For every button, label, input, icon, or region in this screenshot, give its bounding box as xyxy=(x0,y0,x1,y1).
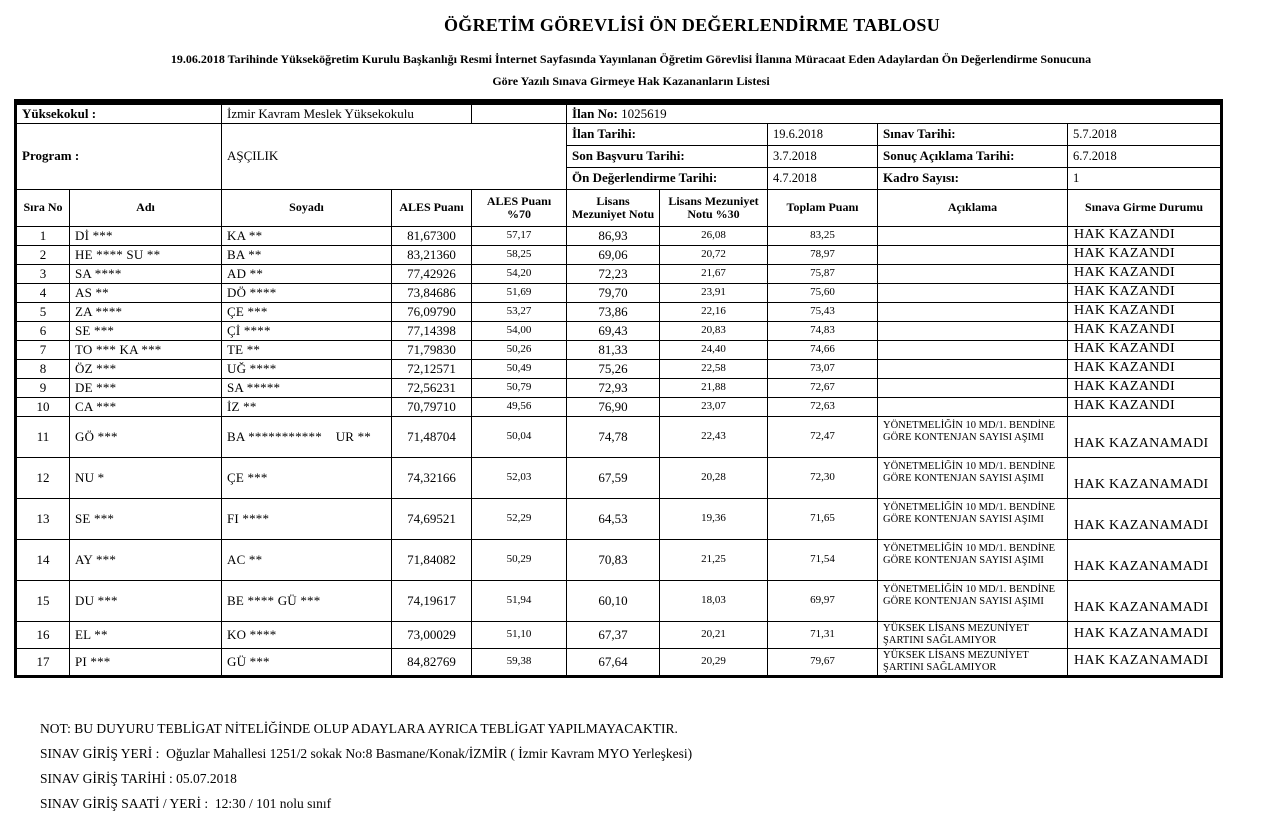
cell-lisans: 64,53 xyxy=(567,498,660,539)
cell-toplam: 78,97 xyxy=(768,245,878,264)
cell-ales: 83,21360 xyxy=(392,245,472,264)
cell-ales: 74,32166 xyxy=(392,457,472,498)
cell-toplam: 72,63 xyxy=(768,397,878,416)
table-row xyxy=(16,416,1222,457)
cell-soyadi: BE **** GÜ *** xyxy=(222,580,392,621)
date-value: 6.7.2018 xyxy=(1068,145,1222,167)
cell-ales70: 50,29 xyxy=(472,539,567,580)
cell-aciklama xyxy=(878,264,1068,283)
cell-ales: 71,79830 xyxy=(392,340,472,359)
col-header-lisans: Lisans Mezuniyet Notu xyxy=(567,189,660,226)
cell-ales70: 53,27 xyxy=(472,302,567,321)
cell-adi: AS ** xyxy=(70,283,222,302)
cell-adi: TO *** KA *** xyxy=(70,340,222,359)
cell-aciklama: YÖNETMELİĞİN 10 MD/1. BENDİNE GÖRE KONTENJAN SAYISI AŞIMI xyxy=(878,457,1068,498)
cell-durum: HAK KAZANDI xyxy=(1068,321,1222,340)
cell-soyadi: BA *********** UR ** xyxy=(222,416,392,457)
cell-lisans30: 22,16 xyxy=(660,302,768,321)
cell-toplam: 72,67 xyxy=(768,378,878,397)
table-row xyxy=(16,580,1222,621)
cell-durum: HAK KAZANDI xyxy=(1068,340,1222,359)
cell-soyadi: GÜ *** xyxy=(222,648,392,676)
cell-lisans30: 20,72 xyxy=(660,245,768,264)
cell-ales70: 58,25 xyxy=(472,245,567,264)
cell-no: 8 xyxy=(16,359,70,378)
table-row xyxy=(16,498,1222,539)
info-row-dates-1 xyxy=(16,123,1222,145)
date-label: Kadro Sayısı: xyxy=(878,167,1068,189)
cell-aciklama xyxy=(878,378,1068,397)
cell-lisans: 75,26 xyxy=(567,359,660,378)
cell-lisans30: 20,28 xyxy=(660,457,768,498)
cell-ales70: 50,49 xyxy=(472,359,567,378)
col-header-sira-no: Sıra No xyxy=(16,189,70,226)
cell-soyadi: Çİ **** xyxy=(222,321,392,340)
col-header-durum: Sınava Girme Durumu xyxy=(1068,189,1222,226)
cell-lisans: 67,59 xyxy=(567,457,660,498)
cell-toplam: 71,54 xyxy=(768,539,878,580)
cell-soyadi: ÇE *** xyxy=(222,457,392,498)
table-row xyxy=(16,457,1222,498)
cell-durum: HAK KAZANDI xyxy=(1068,226,1222,245)
col-header-soyadi: Soyadı xyxy=(222,189,392,226)
cell-aciklama: YÜKSEK LİSANS MEZUNİYET ŞARTINI SAĞLAMIYOR xyxy=(878,648,1068,676)
cell-toplam: 79,67 xyxy=(768,648,878,676)
cell-ales70: 50,26 xyxy=(472,340,567,359)
cell-toplam: 72,30 xyxy=(768,457,878,498)
footer-exam-place: SINAV GİRİŞ YERİ : Oğuzlar Mahallesi 1251/2 sokak No:8 Basmane/Konak/İZMİR ( İzmir Kavram MYO Yerleşkesi) xyxy=(40,746,693,761)
cell-ales70: 49,56 xyxy=(472,397,567,416)
cell-lisans30: 22,58 xyxy=(660,359,768,378)
cell-lisans: 72,93 xyxy=(567,378,660,397)
table-row xyxy=(16,378,1222,397)
cell-soyadi: DÖ **** xyxy=(222,283,392,302)
cell-adi: Dİ *** xyxy=(70,226,222,245)
cell-lisans30: 22,43 xyxy=(660,416,768,457)
date-value: 19.6.2018 xyxy=(768,123,878,145)
cell-adi: GÖ *** xyxy=(70,416,222,457)
cell-adi: EL ** xyxy=(70,621,222,648)
cell-lisans: 73,86 xyxy=(567,302,660,321)
cell-aciklama xyxy=(878,340,1068,359)
cell-durum: HAK KAZANDI xyxy=(1068,378,1222,397)
cell-ales70: 51,10 xyxy=(472,621,567,648)
cell-no: 16 xyxy=(16,621,70,648)
cell-ales70: 57,17 xyxy=(472,226,567,245)
cell-no: 11 xyxy=(16,416,70,457)
cell-ales70: 51,69 xyxy=(472,283,567,302)
date-label: İlan Tarihi: xyxy=(567,123,768,145)
cell-lisans30: 20,29 xyxy=(660,648,768,676)
footer-note: NOT: BU DUYURU TEBLİGAT NİTELİĞİNDE OLUP ADAYLARA AYRICA TEBLİGAT YAPILMAYACAKTIR. xyxy=(40,721,678,736)
cell-no: 17 xyxy=(16,648,70,676)
cell-durum: HAK KAZANAMADI xyxy=(1068,539,1222,580)
info-section xyxy=(16,102,1222,189)
cell-toplam: 83,25 xyxy=(768,226,878,245)
column-header-row xyxy=(16,189,1222,226)
cell-durum: HAK KAZANDI xyxy=(1068,283,1222,302)
cell-ales: 72,12571 xyxy=(392,359,472,378)
cell-adi: HE **** SU ** xyxy=(70,245,222,264)
cell-durum: HAK KAZANAMADI xyxy=(1068,621,1222,648)
page-title: ÖĞRETİM GÖREVLİSİ ÖN DEĞERLENDİRME TABLOSU xyxy=(443,15,941,35)
date-label: Son Başvuru Tarihi: xyxy=(567,145,768,167)
cell-soyadi: SA ***** xyxy=(222,378,392,397)
cell-no: 6 xyxy=(16,321,70,340)
cell-no: 7 xyxy=(16,340,70,359)
cell-adi: AY *** xyxy=(70,539,222,580)
cell-lisans30: 21,67 xyxy=(660,264,768,283)
cell-toplam: 73,07 xyxy=(768,359,878,378)
cell-aciklama: YÖNETMELİĞİN 10 MD/1. BENDİNE GÖRE KONTENJAN SAYISI AŞIMI xyxy=(878,580,1068,621)
cell-lisans: 69,06 xyxy=(567,245,660,264)
table-row xyxy=(16,648,1222,676)
cell-soyadi: KO **** xyxy=(222,621,392,648)
table-row xyxy=(16,397,1222,416)
cell-ales: 81,67300 xyxy=(392,226,472,245)
cell-ales: 71,48704 xyxy=(392,416,472,457)
date-value: 1 xyxy=(1068,167,1222,189)
cell-lisans: 67,37 xyxy=(567,621,660,648)
cell-ales: 73,00029 xyxy=(392,621,472,648)
cell-aciklama: YÖNETMELİĞİN 10 MD/1. BENDİNE GÖRE KONTENJAN SAYISI AŞIMI xyxy=(878,416,1068,457)
cell-adi: DE *** xyxy=(70,378,222,397)
cell-ales: 71,84082 xyxy=(392,539,472,580)
footer-exam-date: SINAV GİRİŞ TARİHİ : 05.07.2018 xyxy=(40,771,237,786)
subtitle-line-2: Göre Yazılı Sınava Girmeye Hak Kazananların Listesi xyxy=(492,74,770,88)
cell-toplam: 74,66 xyxy=(768,340,878,359)
cell-aciklama xyxy=(878,245,1068,264)
cell-ales: 76,09790 xyxy=(392,302,472,321)
cell-lisans: 67,64 xyxy=(567,648,660,676)
cell-ales70: 54,00 xyxy=(472,321,567,340)
cell-durum: HAK KAZANAMADI xyxy=(1068,498,1222,539)
announcement-no-value: 1025619 xyxy=(621,105,667,121)
cell-toplam: 75,43 xyxy=(768,302,878,321)
cell-aciklama xyxy=(878,397,1068,416)
cell-toplam: 71,65 xyxy=(768,498,878,539)
cell-ales: 73,84686 xyxy=(392,283,472,302)
cell-no: 1 xyxy=(16,226,70,245)
date-label: Sınav Tarihi: xyxy=(878,123,1068,145)
cell-no: 15 xyxy=(16,580,70,621)
table-row xyxy=(16,359,1222,378)
cell-aciklama xyxy=(878,226,1068,245)
cell-lisans: 76,90 xyxy=(567,397,660,416)
col-header-ales70: ALES Puanı %70 xyxy=(472,189,567,226)
cell-ales70: 51,94 xyxy=(472,580,567,621)
cell-no: 5 xyxy=(16,302,70,321)
cell-toplam: 74,83 xyxy=(768,321,878,340)
cell-lisans: 74,78 xyxy=(567,416,660,457)
cell-durum: HAK KAZANDI xyxy=(1068,397,1222,416)
cell-ales: 77,42926 xyxy=(392,264,472,283)
cell-no: 14 xyxy=(16,539,70,580)
table-row xyxy=(16,621,1222,648)
cell-toplam: 71,31 xyxy=(768,621,878,648)
cell-lisans30: 23,07 xyxy=(660,397,768,416)
cell-aciklama: YÖNETMELİĞİN 10 MD/1. BENDİNE GÖRE KONTENJAN SAYISI AŞIMI xyxy=(878,539,1068,580)
table-row xyxy=(16,302,1222,321)
footer-notes xyxy=(40,716,692,816)
cell-adi: SA **** xyxy=(70,264,222,283)
cell-ales70: 50,04 xyxy=(472,416,567,457)
cell-ales70: 59,38 xyxy=(472,648,567,676)
cell-lisans30: 26,08 xyxy=(660,226,768,245)
school-value: İzmir Kavram Meslek Yüksekokulu xyxy=(222,102,472,123)
table-row xyxy=(16,264,1222,283)
cell-soyadi: İZ ** xyxy=(222,397,392,416)
cell-lisans: 69,43 xyxy=(567,321,660,340)
cell-lisans30: 23,91 xyxy=(660,283,768,302)
announcement-no-label: İlan No: xyxy=(572,105,618,121)
cell-lisans: 81,33 xyxy=(567,340,660,359)
col-header-aciklama: Açıklama xyxy=(878,189,1068,226)
cell-durum: HAK KAZANAMADI xyxy=(1068,648,1222,676)
cell-durum: HAK KAZANDI xyxy=(1068,245,1222,264)
info-row-school xyxy=(16,102,1222,123)
cell-lisans30: 21,88 xyxy=(660,378,768,397)
cell-no: 4 xyxy=(16,283,70,302)
results-body xyxy=(16,226,1222,676)
cell-no: 9 xyxy=(16,378,70,397)
program-value: AŞÇILIK xyxy=(222,123,567,189)
cell-durum: HAK KAZANAMADI xyxy=(1068,580,1222,621)
cell-lisans: 60,10 xyxy=(567,580,660,621)
evaluation-table xyxy=(14,99,1223,678)
announcement-no-cell xyxy=(567,102,1222,123)
cell-aciklama: YÖNETMELİĞİN 10 MD/1. BENDİNE GÖRE KONTENJAN SAYISI AŞIMI xyxy=(878,498,1068,539)
col-header-lisans30: Lisans Mezuniyet Notu %30 xyxy=(660,189,768,226)
cell-adi: DU *** xyxy=(70,580,222,621)
cell-durum: HAK KAZANDI xyxy=(1068,264,1222,283)
date-value: 4.7.2018 xyxy=(768,167,878,189)
cell-soyadi: KA ** xyxy=(222,226,392,245)
program-label: Program : xyxy=(16,123,222,189)
cell-soyadi: TE ** xyxy=(222,340,392,359)
cell-no: 12 xyxy=(16,457,70,498)
cell-soyadi: AC ** xyxy=(222,539,392,580)
cell-lisans: 72,23 xyxy=(567,264,660,283)
cell-ales: 74,19617 xyxy=(392,580,472,621)
cell-aciklama: YÜKSEK LİSANS MEZUNİYET ŞARTINI SAĞLAMIYOR xyxy=(878,621,1068,648)
cell-toplam: 75,60 xyxy=(768,283,878,302)
cell-soyadi: ÇE *** xyxy=(222,302,392,321)
date-label: Sonuç Açıklama Tarihi: xyxy=(878,145,1068,167)
cell-ales70: 50,79 xyxy=(472,378,567,397)
cell-lisans30: 21,25 xyxy=(660,539,768,580)
cell-durum: HAK KAZANAMADI xyxy=(1068,416,1222,457)
cell-ales: 72,56231 xyxy=(392,378,472,397)
empty-cell xyxy=(472,102,567,123)
cell-no: 10 xyxy=(16,397,70,416)
table-row xyxy=(16,245,1222,264)
cell-no: 2 xyxy=(16,245,70,264)
col-header-adi: Adı xyxy=(70,189,222,226)
col-header-ales: ALES Puanı xyxy=(392,189,472,226)
cell-adi: PI *** xyxy=(70,648,222,676)
cell-adi: ÖZ *** xyxy=(70,359,222,378)
column-header-section xyxy=(16,189,1222,226)
cell-durum: HAK KAZANAMADI xyxy=(1068,457,1222,498)
cell-adi: NU * xyxy=(70,457,222,498)
cell-adi: CA *** xyxy=(70,397,222,416)
cell-adi: SE *** xyxy=(70,498,222,539)
cell-durum: HAK KAZANDI xyxy=(1068,359,1222,378)
cell-ales: 74,69521 xyxy=(392,498,472,539)
cell-aciklama xyxy=(878,359,1068,378)
date-label: Ön Değerlendirme Tarihi: xyxy=(567,167,768,189)
cell-adi: SE *** xyxy=(70,321,222,340)
cell-no: 13 xyxy=(16,498,70,539)
cell-lisans: 86,93 xyxy=(567,226,660,245)
col-header-toplam: Toplam Puanı xyxy=(768,189,878,226)
cell-soyadi: AD ** xyxy=(222,264,392,283)
cell-soyadi: BA ** xyxy=(222,245,392,264)
cell-lisans30: 18,03 xyxy=(660,580,768,621)
table-row xyxy=(16,340,1222,359)
date-value: 3.7.2018 xyxy=(768,145,878,167)
cell-lisans: 70,83 xyxy=(567,539,660,580)
cell-no: 3 xyxy=(16,264,70,283)
cell-soyadi: FI **** xyxy=(222,498,392,539)
subtitle-line-1: 19.06.2018 Tarihinde Yükseköğretim Kurulu Başkanlığı Resmi İnternet Sayfasında Yayınlanan Öğretim Görevlisi İlanına Müracaat Eden Adaylardan Ön Değerlendirme Sonucuna xyxy=(170,52,1092,66)
cell-toplam: 69,97 xyxy=(768,580,878,621)
cell-lisans30: 24,40 xyxy=(660,340,768,359)
cell-aciklama xyxy=(878,283,1068,302)
cell-ales70: 52,29 xyxy=(472,498,567,539)
footer-exam-time: SINAV GİRİŞ SAATİ / YERİ : 12:30 / 101 nolu sınıf xyxy=(40,796,332,811)
cell-lisans30: 20,83 xyxy=(660,321,768,340)
school-label: Yüksekokul : xyxy=(16,102,222,123)
cell-aciklama xyxy=(878,321,1068,340)
cell-ales70: 54,20 xyxy=(472,264,567,283)
table-row xyxy=(16,539,1222,580)
cell-aciklama xyxy=(878,302,1068,321)
cell-lisans: 79,70 xyxy=(567,283,660,302)
cell-durum: HAK KAZANDI xyxy=(1068,302,1222,321)
table-row xyxy=(16,321,1222,340)
table-row xyxy=(16,283,1222,302)
cell-ales: 84,82769 xyxy=(392,648,472,676)
cell-toplam: 75,87 xyxy=(768,264,878,283)
cell-ales: 70,79710 xyxy=(392,397,472,416)
date-value: 5.7.2018 xyxy=(1068,123,1222,145)
cell-toplam: 72,47 xyxy=(768,416,878,457)
cell-ales70: 52,03 xyxy=(472,457,567,498)
cell-ales: 77,14398 xyxy=(392,321,472,340)
cell-adi: ZA **** xyxy=(70,302,222,321)
table-row xyxy=(16,226,1222,245)
cell-lisans30: 20,21 xyxy=(660,621,768,648)
cell-lisans30: 19,36 xyxy=(660,498,768,539)
cell-soyadi: UĞ **** xyxy=(222,359,392,378)
